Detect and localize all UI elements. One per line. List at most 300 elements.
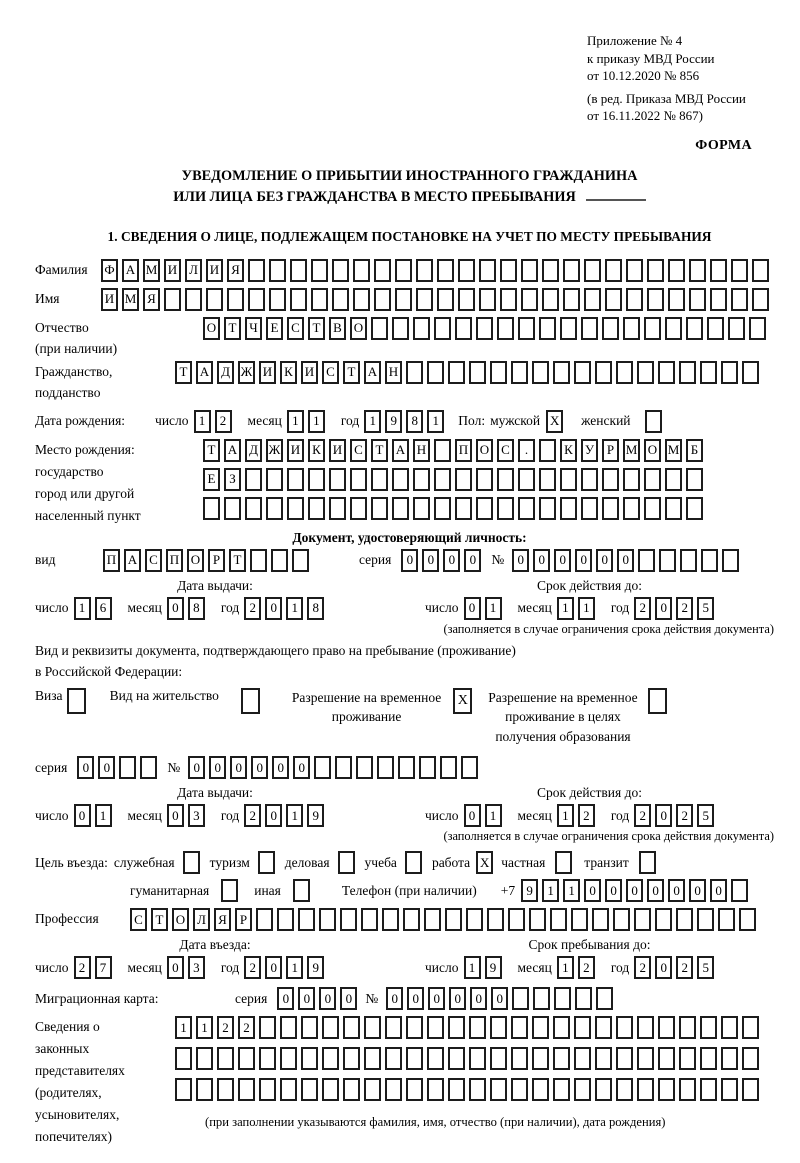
char-cell[interactable]: 9: [307, 804, 324, 827]
char-cell[interactable]: [413, 317, 430, 340]
char-cell[interactable]: [298, 908, 315, 931]
char-cell[interactable]: [596, 987, 613, 1010]
char-cell[interactable]: 5: [697, 597, 714, 620]
char-cell[interactable]: 1: [196, 1016, 213, 1039]
char-cell[interactable]: Т: [343, 361, 360, 384]
char-cell[interactable]: 0: [428, 987, 445, 1010]
char-cell[interactable]: А: [196, 361, 213, 384]
char-cell[interactable]: 8: [188, 597, 205, 620]
char-cell[interactable]: [521, 288, 538, 311]
char-cell[interactable]: [419, 756, 436, 779]
char-cell[interactable]: 0: [647, 879, 664, 902]
char-cell[interactable]: [731, 288, 748, 311]
char-cell[interactable]: И: [329, 439, 346, 462]
char-cell[interactable]: Т: [151, 908, 168, 931]
char-cell[interactable]: [731, 259, 748, 282]
char-cell[interactable]: [413, 468, 430, 491]
char-cell[interactable]: 1: [485, 804, 502, 827]
char-cell[interactable]: [277, 908, 294, 931]
char-cell[interactable]: [721, 1078, 738, 1101]
char-cell[interactable]: 8: [406, 410, 423, 433]
char-cell[interactable]: [731, 879, 748, 902]
char-cell[interactable]: 0: [401, 549, 418, 572]
char-cell[interactable]: [238, 1047, 255, 1070]
char-cell[interactable]: [250, 549, 267, 572]
char-cell[interactable]: [563, 259, 580, 282]
char-cell[interactable]: 0: [167, 597, 184, 620]
purpose-tourism-checkbox[interactable]: [258, 851, 275, 874]
char-cell[interactable]: Я: [227, 259, 244, 282]
purpose-humanitarian-checkbox[interactable]: [221, 879, 238, 902]
char-cell[interactable]: 2: [634, 956, 651, 979]
char-cell[interactable]: С: [287, 317, 304, 340]
sex-male-checkbox[interactable]: X: [546, 410, 563, 433]
char-cell[interactable]: [739, 908, 756, 931]
char-cell[interactable]: [742, 1016, 759, 1039]
char-cell[interactable]: В: [329, 317, 346, 340]
char-cell[interactable]: [500, 259, 517, 282]
char-cell[interactable]: 0: [407, 987, 424, 1010]
char-cell[interactable]: Е: [203, 468, 220, 491]
char-cell[interactable]: 2: [244, 804, 261, 827]
char-cell[interactable]: [644, 497, 661, 520]
char-cell[interactable]: [311, 259, 328, 282]
char-cell[interactable]: [574, 1016, 591, 1039]
char-cell[interactable]: [647, 288, 664, 311]
char-cell[interactable]: [742, 1047, 759, 1070]
char-cell[interactable]: [679, 1047, 696, 1070]
char-cell[interactable]: 1: [175, 1016, 192, 1039]
char-cell[interactable]: [476, 497, 493, 520]
char-cell[interactable]: [445, 908, 462, 931]
char-cell[interactable]: [437, 259, 454, 282]
char-cell[interactable]: [553, 1047, 570, 1070]
char-cell[interactable]: [434, 439, 451, 462]
char-cell[interactable]: [574, 1047, 591, 1070]
char-cell[interactable]: [634, 908, 651, 931]
char-cell[interactable]: [322, 1016, 339, 1039]
char-cell[interactable]: 0: [167, 956, 184, 979]
char-cell[interactable]: [271, 549, 288, 572]
char-cell[interactable]: [455, 317, 472, 340]
char-cell[interactable]: [269, 288, 286, 311]
char-cell[interactable]: [353, 288, 370, 311]
char-cell[interactable]: [700, 1016, 717, 1039]
char-cell[interactable]: С: [322, 361, 339, 384]
char-cell[interactable]: [718, 908, 735, 931]
char-cell[interactable]: [679, 1016, 696, 1039]
char-cell[interactable]: [266, 497, 283, 520]
char-cell[interactable]: 9: [485, 956, 502, 979]
char-cell[interactable]: [427, 1047, 444, 1070]
char-cell[interactable]: 1: [194, 410, 211, 433]
char-cell[interactable]: [613, 908, 630, 931]
char-cell[interactable]: Ж: [238, 361, 255, 384]
char-cell[interactable]: [374, 259, 391, 282]
char-cell[interactable]: [427, 1078, 444, 1101]
char-cell[interactable]: П: [166, 549, 183, 572]
char-cell[interactable]: [377, 756, 394, 779]
char-cell[interactable]: 0: [443, 549, 460, 572]
char-cell[interactable]: А: [124, 549, 141, 572]
char-cell[interactable]: [680, 549, 697, 572]
char-cell[interactable]: [245, 468, 262, 491]
char-cell[interactable]: 1: [485, 597, 502, 620]
char-cell[interactable]: [335, 756, 352, 779]
char-cell[interactable]: 1: [563, 879, 580, 902]
char-cell[interactable]: [434, 317, 451, 340]
char-cell[interactable]: [602, 468, 619, 491]
char-cell[interactable]: [742, 361, 759, 384]
char-cell[interactable]: З: [224, 468, 241, 491]
char-cell[interactable]: 0: [265, 956, 282, 979]
char-cell[interactable]: [574, 361, 591, 384]
char-cell[interactable]: 1: [74, 597, 91, 620]
char-cell[interactable]: 9: [307, 956, 324, 979]
char-cell[interactable]: [476, 468, 493, 491]
char-cell[interactable]: [721, 1016, 738, 1039]
char-cell[interactable]: [658, 1016, 675, 1039]
char-cell[interactable]: К: [280, 361, 297, 384]
char-cell[interactable]: [752, 288, 769, 311]
char-cell[interactable]: [676, 908, 693, 931]
char-cell[interactable]: К: [308, 439, 325, 462]
char-cell[interactable]: [455, 497, 472, 520]
char-cell[interactable]: [469, 1047, 486, 1070]
char-cell[interactable]: 0: [265, 804, 282, 827]
char-cell[interactable]: Л: [185, 259, 202, 282]
char-cell[interactable]: И: [301, 361, 318, 384]
char-cell[interactable]: 0: [77, 756, 94, 779]
char-cell[interactable]: [437, 288, 454, 311]
char-cell[interactable]: 0: [449, 987, 466, 1010]
char-cell[interactable]: [311, 288, 328, 311]
char-cell[interactable]: [721, 1047, 738, 1070]
char-cell[interactable]: [469, 1078, 486, 1101]
char-cell[interactable]: [605, 288, 622, 311]
char-cell[interactable]: 0: [668, 879, 685, 902]
char-cell[interactable]: 0: [265, 597, 282, 620]
char-cell[interactable]: 1: [286, 597, 303, 620]
char-cell[interactable]: 1: [578, 597, 595, 620]
char-cell[interactable]: 2: [215, 410, 232, 433]
char-cell[interactable]: [659, 549, 676, 572]
char-cell[interactable]: [511, 1078, 528, 1101]
char-cell[interactable]: [532, 1016, 549, 1039]
char-cell[interactable]: [595, 361, 612, 384]
char-cell[interactable]: [563, 288, 580, 311]
char-cell[interactable]: [497, 497, 514, 520]
char-cell[interactable]: [343, 1016, 360, 1039]
char-cell[interactable]: [479, 288, 496, 311]
char-cell[interactable]: [140, 756, 157, 779]
char-cell[interactable]: Е: [266, 317, 283, 340]
char-cell[interactable]: 2: [217, 1016, 234, 1039]
char-cell[interactable]: Т: [203, 439, 220, 462]
char-cell[interactable]: М: [122, 288, 139, 311]
char-cell[interactable]: [511, 1047, 528, 1070]
char-cell[interactable]: [448, 361, 465, 384]
char-cell[interactable]: [701, 549, 718, 572]
char-cell[interactable]: [427, 361, 444, 384]
char-cell[interactable]: [403, 908, 420, 931]
char-cell[interactable]: 9: [385, 410, 402, 433]
char-cell[interactable]: [508, 908, 525, 931]
char-cell[interactable]: М: [665, 439, 682, 462]
char-cell[interactable]: 0: [470, 987, 487, 1010]
char-cell[interactable]: [553, 1078, 570, 1101]
char-cell[interactable]: [581, 497, 598, 520]
char-cell[interactable]: [248, 259, 265, 282]
char-cell[interactable]: [245, 497, 262, 520]
char-cell[interactable]: А: [392, 439, 409, 462]
char-cell[interactable]: [707, 317, 724, 340]
char-cell[interactable]: [392, 497, 409, 520]
char-cell[interactable]: [353, 259, 370, 282]
char-cell[interactable]: [322, 1078, 339, 1101]
char-cell[interactable]: [500, 288, 517, 311]
char-cell[interactable]: [560, 497, 577, 520]
char-cell[interactable]: И: [206, 259, 223, 282]
char-cell[interactable]: [280, 1016, 297, 1039]
char-cell[interactable]: 1: [95, 804, 112, 827]
char-cell[interactable]: [164, 288, 181, 311]
char-cell[interactable]: [532, 361, 549, 384]
char-cell[interactable]: 3: [188, 804, 205, 827]
char-cell[interactable]: [364, 1078, 381, 1101]
char-cell[interactable]: [655, 908, 672, 931]
char-cell[interactable]: [592, 908, 609, 931]
char-cell[interactable]: [581, 468, 598, 491]
char-cell[interactable]: [665, 317, 682, 340]
char-cell[interactable]: [290, 259, 307, 282]
char-cell[interactable]: 0: [230, 756, 247, 779]
char-cell[interactable]: [542, 288, 559, 311]
char-cell[interactable]: [533, 987, 550, 1010]
char-cell[interactable]: [476, 317, 493, 340]
char-cell[interactable]: 2: [676, 804, 693, 827]
char-cell[interactable]: 2: [238, 1016, 255, 1039]
char-cell[interactable]: 0: [188, 756, 205, 779]
char-cell[interactable]: Я: [214, 908, 231, 931]
char-cell[interactable]: О: [203, 317, 220, 340]
char-cell[interactable]: [665, 497, 682, 520]
char-cell[interactable]: [742, 1078, 759, 1101]
char-cell[interactable]: [196, 1078, 213, 1101]
char-cell[interactable]: [424, 908, 441, 931]
char-cell[interactable]: [458, 288, 475, 311]
char-cell[interactable]: [206, 288, 223, 311]
char-cell[interactable]: [395, 259, 412, 282]
char-cell[interactable]: [626, 288, 643, 311]
char-cell[interactable]: У: [581, 439, 598, 462]
char-cell[interactable]: 5: [697, 804, 714, 827]
char-cell[interactable]: [256, 908, 273, 931]
char-cell[interactable]: [371, 497, 388, 520]
char-cell[interactable]: [710, 259, 727, 282]
char-cell[interactable]: О: [187, 549, 204, 572]
char-cell[interactable]: 2: [676, 956, 693, 979]
char-cell[interactable]: [175, 1078, 192, 1101]
char-cell[interactable]: [529, 908, 546, 931]
char-cell[interactable]: 2: [676, 597, 693, 620]
char-cell[interactable]: 0: [689, 879, 706, 902]
char-cell[interactable]: [196, 1047, 213, 1070]
char-cell[interactable]: [616, 1016, 633, 1039]
char-cell[interactable]: Т: [175, 361, 192, 384]
char-cell[interactable]: [686, 468, 703, 491]
char-cell[interactable]: О: [172, 908, 189, 931]
char-cell[interactable]: 0: [251, 756, 268, 779]
char-cell[interactable]: [497, 317, 514, 340]
char-cell[interactable]: 0: [626, 879, 643, 902]
char-cell[interactable]: [440, 756, 457, 779]
char-cell[interactable]: [350, 497, 367, 520]
char-cell[interactable]: 1: [287, 410, 304, 433]
char-cell[interactable]: 1: [557, 956, 574, 979]
char-cell[interactable]: [644, 468, 661, 491]
char-cell[interactable]: Р: [235, 908, 252, 931]
char-cell[interactable]: 0: [293, 756, 310, 779]
char-cell[interactable]: [560, 317, 577, 340]
char-cell[interactable]: [385, 1078, 402, 1101]
char-cell[interactable]: 0: [319, 987, 336, 1010]
char-cell[interactable]: 1: [286, 956, 303, 979]
char-cell[interactable]: [385, 1016, 402, 1039]
char-cell[interactable]: [395, 288, 412, 311]
char-cell[interactable]: К: [560, 439, 577, 462]
char-cell[interactable]: 0: [710, 879, 727, 902]
purpose-private-checkbox[interactable]: [555, 851, 572, 874]
char-cell[interactable]: [616, 1078, 633, 1101]
char-cell[interactable]: [406, 361, 423, 384]
char-cell[interactable]: 6: [95, 597, 112, 620]
char-cell[interactable]: А: [122, 259, 139, 282]
char-cell[interactable]: [329, 468, 346, 491]
char-cell[interactable]: П: [455, 439, 472, 462]
char-cell[interactable]: [689, 259, 706, 282]
char-cell[interactable]: 2: [634, 804, 651, 827]
char-cell[interactable]: 1: [364, 410, 381, 433]
char-cell[interactable]: .: [518, 439, 535, 462]
char-cell[interactable]: [290, 288, 307, 311]
char-cell[interactable]: [518, 468, 535, 491]
char-cell[interactable]: Ф: [101, 259, 118, 282]
char-cell[interactable]: [259, 1047, 276, 1070]
char-cell[interactable]: [571, 908, 588, 931]
char-cell[interactable]: 0: [533, 549, 550, 572]
char-cell[interactable]: Ж: [266, 439, 283, 462]
char-cell[interactable]: [668, 288, 685, 311]
temp-residence-edu-checkbox[interactable]: [648, 688, 667, 714]
char-cell[interactable]: С: [145, 549, 162, 572]
char-cell[interactable]: [595, 1016, 612, 1039]
char-cell[interactable]: О: [350, 317, 367, 340]
char-cell[interactable]: [259, 1078, 276, 1101]
char-cell[interactable]: И: [287, 439, 304, 462]
char-cell[interactable]: [616, 361, 633, 384]
char-cell[interactable]: [217, 1078, 234, 1101]
char-cell[interactable]: [280, 1047, 297, 1070]
char-cell[interactable]: 0: [386, 987, 403, 1010]
char-cell[interactable]: [679, 361, 696, 384]
char-cell[interactable]: [314, 756, 331, 779]
char-cell[interactable]: [581, 317, 598, 340]
char-cell[interactable]: [392, 317, 409, 340]
purpose-business-checkbox[interactable]: [338, 851, 355, 874]
char-cell[interactable]: [542, 259, 559, 282]
char-cell[interactable]: Л: [193, 908, 210, 931]
char-cell[interactable]: И: [259, 361, 276, 384]
char-cell[interactable]: [466, 908, 483, 931]
char-cell[interactable]: 0: [464, 597, 481, 620]
char-cell[interactable]: О: [476, 439, 493, 462]
char-cell[interactable]: 0: [98, 756, 115, 779]
char-cell[interactable]: Н: [385, 361, 402, 384]
char-cell[interactable]: 1: [542, 879, 559, 902]
char-cell[interactable]: [689, 288, 706, 311]
char-cell[interactable]: 7: [95, 956, 112, 979]
purpose-study-checkbox[interactable]: [405, 851, 422, 874]
char-cell[interactable]: 0: [512, 549, 529, 572]
char-cell[interactable]: [560, 468, 577, 491]
purpose-work-checkbox[interactable]: X: [476, 851, 493, 874]
char-cell[interactable]: [238, 1078, 255, 1101]
char-cell[interactable]: 0: [167, 804, 184, 827]
char-cell[interactable]: [595, 1078, 612, 1101]
char-cell[interactable]: [301, 1047, 318, 1070]
char-cell[interactable]: [532, 1047, 549, 1070]
char-cell[interactable]: [700, 1078, 717, 1101]
char-cell[interactable]: [350, 468, 367, 491]
char-cell[interactable]: [371, 317, 388, 340]
char-cell[interactable]: [511, 361, 528, 384]
char-cell[interactable]: [292, 549, 309, 572]
char-cell[interactable]: [340, 908, 357, 931]
char-cell[interactable]: [647, 259, 664, 282]
char-cell[interactable]: [616, 1047, 633, 1070]
char-cell[interactable]: М: [623, 439, 640, 462]
char-cell[interactable]: [203, 497, 220, 520]
char-cell[interactable]: А: [364, 361, 381, 384]
char-cell[interactable]: [602, 497, 619, 520]
char-cell[interactable]: [539, 317, 556, 340]
char-cell[interactable]: 2: [578, 956, 595, 979]
residence-permit-checkbox[interactable]: [241, 688, 260, 714]
char-cell[interactable]: [550, 908, 567, 931]
char-cell[interactable]: [371, 468, 388, 491]
char-cell[interactable]: [269, 259, 286, 282]
char-cell[interactable]: [427, 1016, 444, 1039]
char-cell[interactable]: 0: [617, 549, 634, 572]
char-cell[interactable]: [512, 987, 529, 1010]
char-cell[interactable]: [728, 317, 745, 340]
char-cell[interactable]: [322, 1047, 339, 1070]
char-cell[interactable]: [329, 497, 346, 520]
char-cell[interactable]: 0: [272, 756, 289, 779]
char-cell[interactable]: [217, 1047, 234, 1070]
char-cell[interactable]: 0: [584, 879, 601, 902]
char-cell[interactable]: 0: [596, 549, 613, 572]
char-cell[interactable]: [490, 1047, 507, 1070]
char-cell[interactable]: П: [103, 549, 120, 572]
temp-residence-checkbox[interactable]: X: [453, 688, 472, 714]
char-cell[interactable]: [668, 259, 685, 282]
char-cell[interactable]: 2: [634, 597, 651, 620]
char-cell[interactable]: [406, 1078, 423, 1101]
char-cell[interactable]: [308, 468, 325, 491]
char-cell[interactable]: Т: [308, 317, 325, 340]
